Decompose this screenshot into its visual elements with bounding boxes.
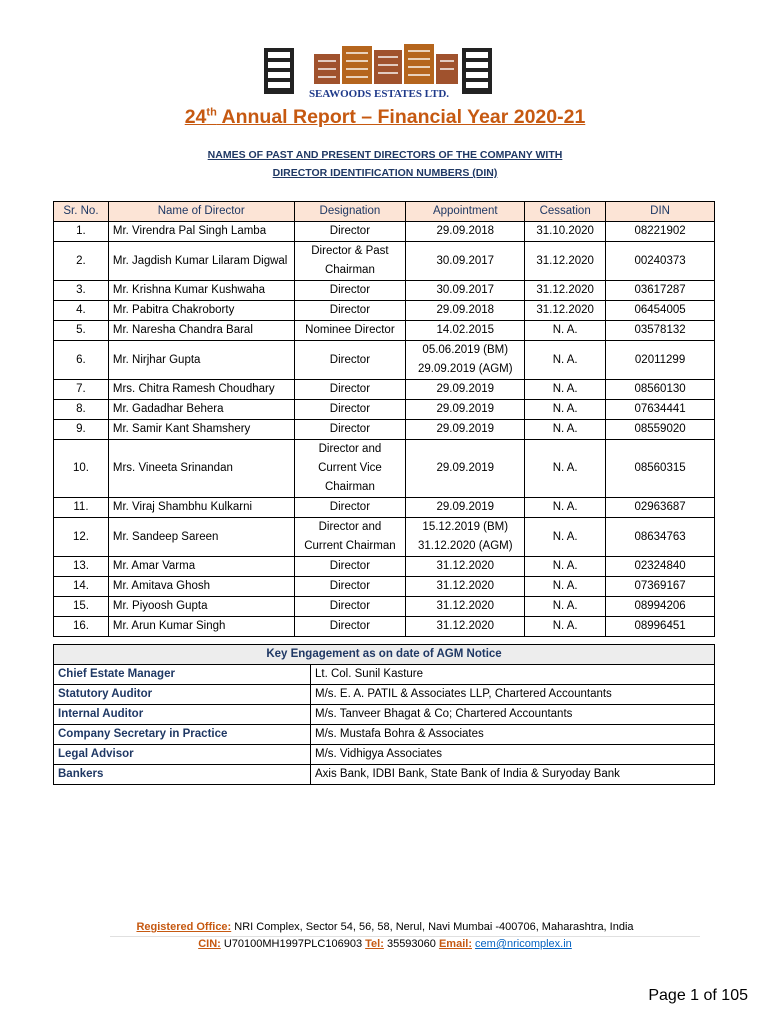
director-designation: Director & Past Chairman: [294, 242, 406, 281]
director-row: [54, 617, 715, 637]
director-designation: Director: [294, 222, 406, 242]
director-din: 08221902: [606, 222, 715, 242]
director-appointment: 15.12.2019 (BM) 31.12.2020 (AGM): [406, 518, 525, 557]
engagement-value: M/s. Tanveer Bhagat & Co; Chartered Accountants: [311, 705, 715, 725]
header-sr-no: Sr. No.: [54, 202, 109, 222]
director-appointment: 29.09.2018: [406, 222, 525, 242]
engagement-value: Lt. Col. Sunil Kasture: [311, 665, 715, 685]
director-sr-no: 14.: [54, 577, 109, 597]
director-din: 08559020: [606, 420, 715, 440]
header-name: Name of Director: [108, 202, 294, 222]
engagement-row: [54, 685, 715, 705]
director-name: Mr. Piyoosh Gupta: [108, 597, 294, 617]
title-text: Annual Report – Financial Year 2020-21: [221, 106, 586, 128]
director-cessation: 31.12.2020: [525, 281, 606, 301]
director-designation: Director: [294, 420, 406, 440]
engagement-header-row: [54, 645, 715, 665]
director-appointment: 31.12.2020: [406, 577, 525, 597]
director-sr-no: 6.: [54, 341, 109, 380]
engagement-row: [54, 745, 715, 765]
engagement-role: Bankers: [54, 765, 311, 785]
director-row: [54, 518, 715, 557]
director-appointment: 29.09.2019: [406, 440, 525, 498]
director-row: [54, 380, 715, 400]
director-sr-no: 16.: [54, 617, 109, 637]
director-din: 08996451: [606, 617, 715, 637]
footer-divider: [110, 936, 700, 937]
subtitle-line-2: DIRECTOR IDENTIFICATION NUMBERS (DIN): [272, 167, 498, 179]
director-name: Mr. Gadadhar Behera: [108, 400, 294, 420]
director-designation: Director: [294, 557, 406, 577]
director-name: Mr. Amitava Ghosh: [108, 577, 294, 597]
director-name: Mr. Naresha Chandra Baral: [108, 321, 294, 341]
director-name: Mr. Pabitra Chakroborty: [108, 301, 294, 321]
director-din: 07634441: [606, 400, 715, 420]
director-appointment: 31.12.2020: [406, 617, 525, 637]
director-appointment: 29.09.2018: [406, 301, 525, 321]
director-din: 02963687: [606, 498, 715, 518]
header-din: DIN: [606, 202, 715, 222]
cin-label: CIN:: [198, 938, 221, 950]
report-title: [0, 106, 770, 129]
tel-label: Tel:: [365, 938, 384, 950]
director-cessation: N. A.: [525, 420, 606, 440]
director-cessation: N. A.: [525, 617, 606, 637]
director-name: Mr. Nirjhar Gupta: [108, 341, 294, 380]
director-sr-no: 3.: [54, 281, 109, 301]
director-designation: Director: [294, 281, 406, 301]
registered-office-line: [0, 921, 770, 933]
director-din: 03578132: [606, 321, 715, 341]
director-row: [54, 321, 715, 341]
director-sr-no: 2.: [54, 242, 109, 281]
title-number: 24: [184, 106, 207, 128]
director-cessation: N. A.: [525, 341, 606, 380]
director-designation: Director: [294, 341, 406, 380]
director-row: [54, 400, 715, 420]
director-din: 08634763: [606, 518, 715, 557]
page-number: Page 1 of 105: [648, 987, 748, 1004]
director-sr-no: 7.: [54, 380, 109, 400]
director-din: 07369167: [606, 577, 715, 597]
director-sr-no: 4.: [54, 301, 109, 321]
office-label: Registered Office:: [136, 921, 232, 933]
director-row: [54, 557, 715, 577]
director-cessation: N. A.: [525, 400, 606, 420]
director-appointment: 29.09.2019: [406, 420, 525, 440]
director-name: Mrs. Chitra Ramesh Choudhary: [108, 380, 294, 400]
table-subtitle: [0, 146, 770, 182]
email-label: Email:: [438, 938, 472, 950]
director-appointment: 30.09.2017: [406, 242, 525, 281]
engagement-role: Statutory Auditor: [54, 685, 311, 705]
director-appointment: 29.09.2019: [406, 400, 525, 420]
engagement-value: M/s. Vidhigya Associates: [311, 745, 715, 765]
director-din: 02324840: [606, 557, 715, 577]
director-cessation: N. A.: [525, 498, 606, 518]
director-row: [54, 341, 715, 380]
header-designation: Designation: [294, 202, 406, 222]
director-designation: Director: [294, 577, 406, 597]
title-superscript: th: [206, 106, 217, 119]
engagement-row: [54, 725, 715, 745]
director-cessation: N. A.: [525, 557, 606, 577]
director-cessation: N. A.: [525, 440, 606, 498]
engagement-value: M/s. Mustafa Bohra & Associates: [311, 725, 715, 745]
engagement-row: [54, 665, 715, 685]
director-name: Mr. Viraj Shambhu Kulkarni: [108, 498, 294, 518]
director-din: 03617287: [606, 281, 715, 301]
director-appointment: 30.09.2017: [406, 281, 525, 301]
directors-header-row: [54, 202, 715, 222]
director-name: Mr. Virendra Pal Singh Lamba: [108, 222, 294, 242]
contact-line: [0, 938, 770, 950]
director-name: Mr. Krishna Kumar Kushwaha: [108, 281, 294, 301]
director-row: [54, 281, 715, 301]
director-cessation: N. A.: [525, 577, 606, 597]
director-sr-no: 10.: [54, 440, 109, 498]
director-din: 08560315: [606, 440, 715, 498]
director-sr-no: 5.: [54, 321, 109, 341]
director-designation: Director: [294, 498, 406, 518]
director-row: [54, 222, 715, 242]
engagement-value: Axis Bank, IDBI Bank, State Bank of India & Suryoday Bank: [311, 765, 715, 785]
director-sr-no: 11.: [54, 498, 109, 518]
director-sr-no: 1.: [54, 222, 109, 242]
director-din: 06454005: [606, 301, 715, 321]
director-row: [54, 577, 715, 597]
director-appointment: 29.09.2019: [406, 380, 525, 400]
engagement-role: Chief Estate Manager: [54, 665, 311, 685]
director-sr-no: 15.: [54, 597, 109, 617]
email-link[interactable]: cem@nricomplex.in: [475, 938, 572, 950]
director-appointment: 31.12.2020: [406, 557, 525, 577]
director-din: 02011299: [606, 341, 715, 380]
director-cessation: 31.12.2020: [525, 301, 606, 321]
director-row: [54, 597, 715, 617]
director-designation: Director: [294, 597, 406, 617]
director-sr-no: 13.: [54, 557, 109, 577]
director-designation: Director: [294, 400, 406, 420]
director-din: 08994206: [606, 597, 715, 617]
director-designation: Director and Current Chairman: [294, 518, 406, 557]
header-appointment: Appointment: [406, 202, 525, 222]
director-sr-no: 8.: [54, 400, 109, 420]
director-name: Mrs. Vineeta Srinandan: [108, 440, 294, 498]
director-cessation: 31.12.2020: [525, 242, 606, 281]
engagement-role: Company Secretary in Practice: [54, 725, 311, 745]
director-cessation: N. A.: [525, 380, 606, 400]
left-emblem: [264, 48, 294, 94]
logo-text: SEAWOODS ESTATES LTD.: [308, 88, 450, 100]
buildings-illustration: [314, 44, 458, 84]
engagement-value: M/s. E. A. PATIL & Associates LLP, Chartered Accountants: [311, 685, 715, 705]
director-cessation: N. A.: [525, 321, 606, 341]
director-row: [54, 301, 715, 321]
director-appointment: 14.02.2015: [406, 321, 525, 341]
director-sr-no: 12.: [54, 518, 109, 557]
office-address: NRI Complex, Sector 54, 56, 58, Nerul, Navi Mumbai -400706, Maharashtra, India: [234, 921, 634, 933]
right-emblem: [462, 48, 492, 94]
director-designation: Nominee Director: [294, 321, 406, 341]
cin-value: U70100MH1997PLC106903: [223, 938, 363, 950]
director-row: [54, 440, 715, 498]
director-designation: Director and Current Vice Chairman: [294, 440, 406, 498]
engagement-role: Internal Auditor: [54, 705, 311, 725]
director-cessation: 31.10.2020: [525, 222, 606, 242]
director-name: Mr. Sandeep Sareen: [108, 518, 294, 557]
director-row: [54, 420, 715, 440]
director-designation: Director: [294, 380, 406, 400]
director-row: [54, 498, 715, 518]
director-name: Mr. Jagdish Kumar Lilaram Digwal: [108, 242, 294, 281]
tel-value: 35593060: [386, 938, 436, 950]
director-name: Mr. Arun Kumar Singh: [108, 617, 294, 637]
director-name: Mr. Amar Varma: [108, 557, 294, 577]
director-cessation: N. A.: [525, 518, 606, 557]
engagement-header: Key Engagement as on date of AGM Notice: [54, 645, 715, 665]
director-designation: Director: [294, 301, 406, 321]
director-row: [54, 242, 715, 281]
company-logo: [262, 40, 494, 102]
director-appointment: 31.12.2020: [406, 597, 525, 617]
director-din: 00240373: [606, 242, 715, 281]
subtitle-line-1: NAMES OF PAST AND PRESENT DIRECTORS OF THE COMPANY WITH: [207, 149, 563, 161]
director-appointment: 29.09.2019: [406, 498, 525, 518]
director-din: 08560130: [606, 380, 715, 400]
engagement-row: [54, 705, 715, 725]
directors-table: [53, 201, 715, 637]
engagement-role: Legal Advisor: [54, 745, 311, 765]
director-cessation: N. A.: [525, 597, 606, 617]
key-engagement-table: [53, 644, 715, 785]
director-sr-no: 9.: [54, 420, 109, 440]
engagement-row: [54, 765, 715, 785]
header-cessation: Cessation: [525, 202, 606, 222]
director-appointment: 05.06.2019 (BM) 29.09.2019 (AGM): [406, 341, 525, 380]
director-designation: Director: [294, 617, 406, 637]
director-name: Mr. Samir Kant Shamshery: [108, 420, 294, 440]
